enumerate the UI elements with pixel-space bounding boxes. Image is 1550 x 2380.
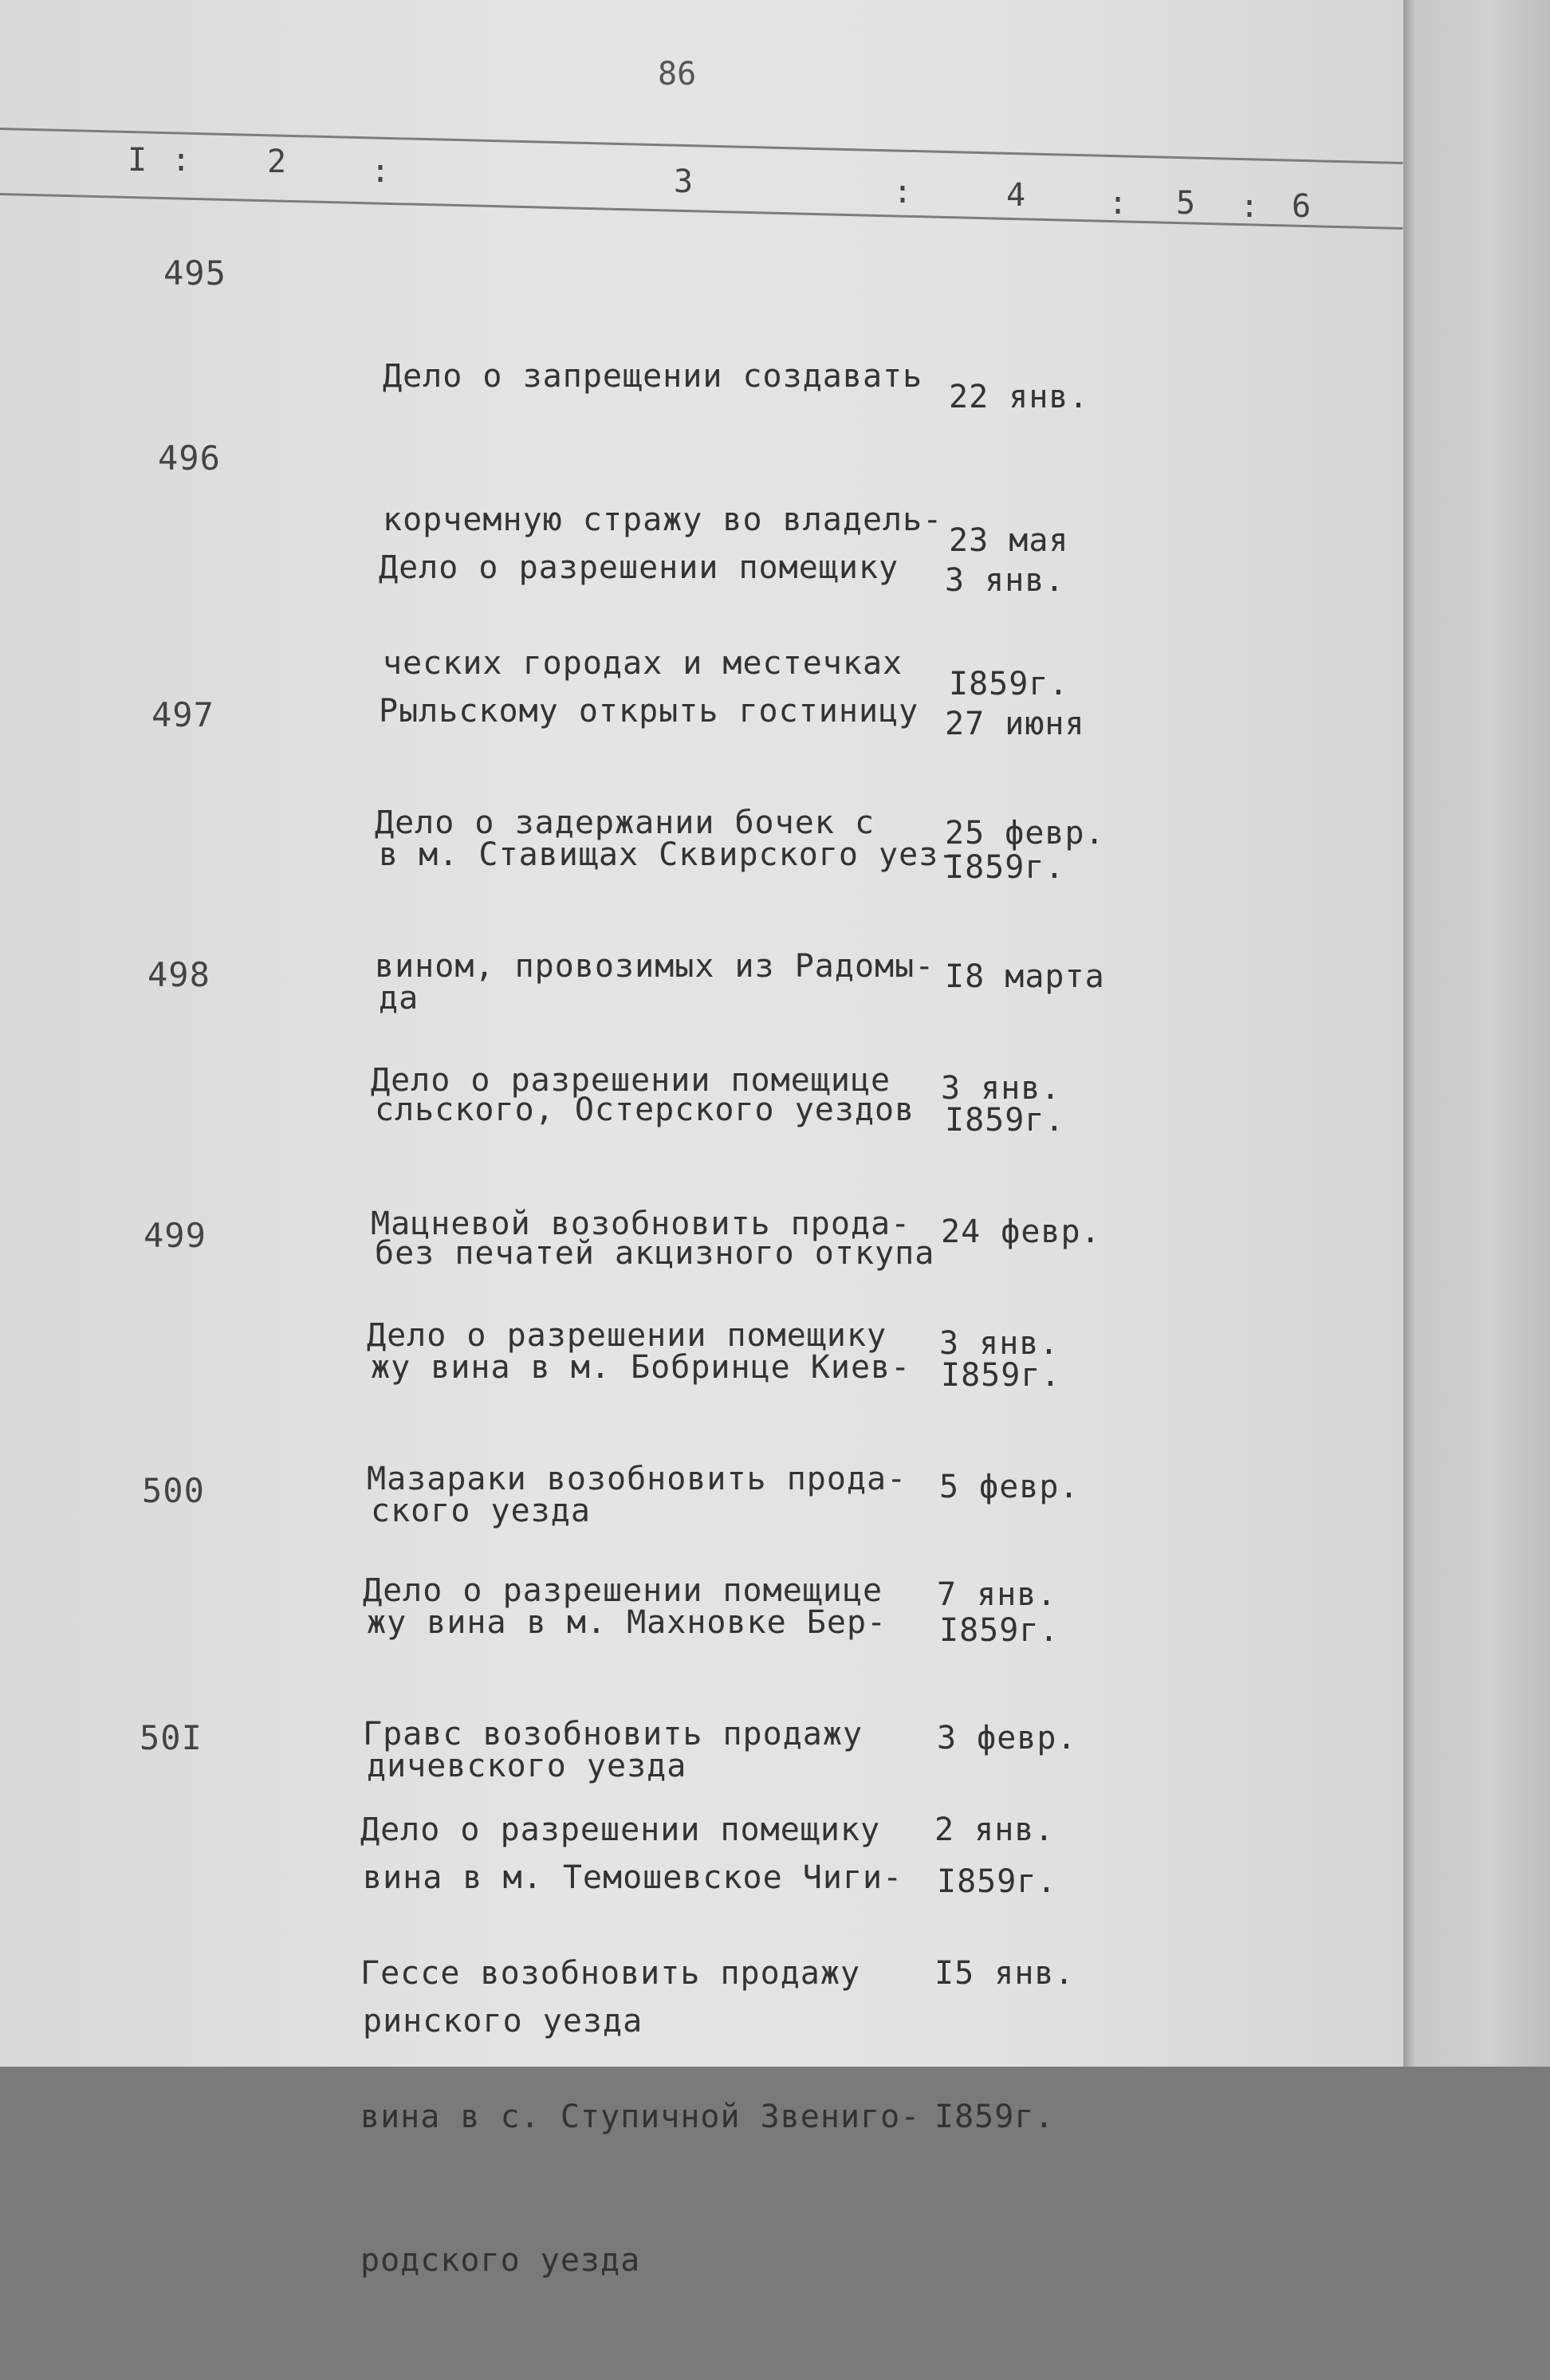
- entry-line: родского уезда: [360, 2242, 641, 2279]
- entry-number: 498: [148, 955, 210, 994]
- column-separator: :: [1240, 188, 1260, 225]
- entry-line: вина в м. Темошевское Чиги-: [363, 1859, 903, 1896]
- entry-line: да: [379, 980, 419, 1017]
- entry-line: Дело о задержании бочек с: [375, 804, 875, 841]
- date-year: I859г.: [945, 849, 1065, 886]
- column-header-1: I: [128, 142, 148, 179]
- entry-number: 496: [158, 439, 221, 478]
- date-start: 3 янв.: [941, 1070, 1061, 1107]
- date-end: 23 мая: [949, 522, 1069, 559]
- date-start: 7 янв.: [937, 1576, 1057, 1613]
- entry-line: Дело о разрешении помещику: [379, 549, 899, 586]
- date-year: I859г.: [949, 666, 1069, 702]
- date-start: 2 янв.: [934, 1812, 1055, 1848]
- entry-line: ринского уезда: [363, 2003, 643, 2040]
- entry-line: дичевского уезда: [367, 1748, 687, 1784]
- entry-line: без печатей акцизного откупа: [375, 1235, 935, 1272]
- entry-line: Дело о разрешении помещице: [363, 1572, 883, 1609]
- entry-line: сльского, Остерского уездов: [375, 1092, 915, 1128]
- column-header-5: 5: [1176, 185, 1196, 222]
- entry-line: вином, провозимых из Радомы-: [375, 948, 935, 985]
- entry-line: Рыльскому открыть гостиницу: [379, 693, 919, 730]
- date-end: I5 янв.: [934, 1955, 1075, 1992]
- entry-line: корчемную стражу во владель-: [383, 502, 943, 538]
- entry-line: Мазараки возобновить прода-: [367, 1461, 907, 1497]
- date-end: 3 февр.: [937, 1720, 1077, 1756]
- entry-line: ского уезда: [371, 1493, 591, 1529]
- entry-number: 497: [151, 695, 214, 734]
- column-separator: :: [371, 153, 391, 190]
- entry-description: [360, 1710, 920, 2380]
- column-separator: :: [1108, 185, 1128, 222]
- column-header-6: 6: [1292, 188, 1312, 225]
- entry-number: 495: [163, 254, 226, 293]
- entry-line: Дело о запрещении создавать: [383, 358, 923, 395]
- entry-line: Мацневой возобновить прода-: [371, 1206, 911, 1242]
- entry-line: Дело о разрешении помещице: [371, 1062, 891, 1099]
- date-end: 27 июня: [945, 706, 1085, 742]
- date-start: 25 февр.: [945, 815, 1105, 852]
- entry-line: Гравс возобновить продажу: [363, 1716, 864, 1753]
- date-start: 3 янв.: [945, 562, 1065, 599]
- entry-line: Дело о разрешении помещику: [360, 1812, 881, 1848]
- date-end: 5 февр.: [939, 1469, 1080, 1505]
- page-edge-shadow: [1403, 0, 1550, 2067]
- column-header-4: 4: [1006, 177, 1026, 214]
- column-separator: :: [893, 174, 913, 210]
- date-year: I859г.: [945, 1102, 1065, 1139]
- entry-line: жу вина в м. Махновке Бер-: [367, 1604, 887, 1641]
- entry-line: ческих городах и местечках: [383, 645, 903, 682]
- column-separator: :: [171, 142, 191, 179]
- date-start: 22 янв.: [949, 379, 1089, 415]
- date-start: 3 янв.: [939, 1325, 1060, 1362]
- date-end: I8 марта: [945, 958, 1105, 995]
- entry-number: 499: [144, 1216, 207, 1255]
- date-end: 24 февр.: [941, 1214, 1101, 1250]
- entry-line: в м. Ставищах Сквирского уез-: [379, 836, 959, 873]
- column-header-3: 3: [674, 163, 694, 200]
- entry-number: 50I: [140, 1718, 203, 1757]
- header-rule-top: [0, 128, 1403, 164]
- date-year: I859г.: [934, 2099, 1055, 2135]
- date-year: I859г.: [937, 1863, 1057, 1900]
- entry-line: Дело о разрешении помещику: [367, 1317, 887, 1354]
- date-year: I859г.: [939, 1612, 1060, 1649]
- entry-dates: [934, 1710, 1075, 2236]
- date-year: I859г.: [941, 1357, 1061, 1394]
- entry-line: вина в с. Ступичной Звениго-: [360, 2099, 921, 2135]
- entry-line: жу вина в м. Бобринце Киев-: [371, 1349, 911, 1386]
- entry-line: Гессе возобновить продажу: [360, 1955, 861, 1992]
- entry-number: 500: [142, 1471, 205, 1510]
- column-header-2: 2: [267, 144, 287, 180]
- page-number: 86: [658, 56, 697, 92]
